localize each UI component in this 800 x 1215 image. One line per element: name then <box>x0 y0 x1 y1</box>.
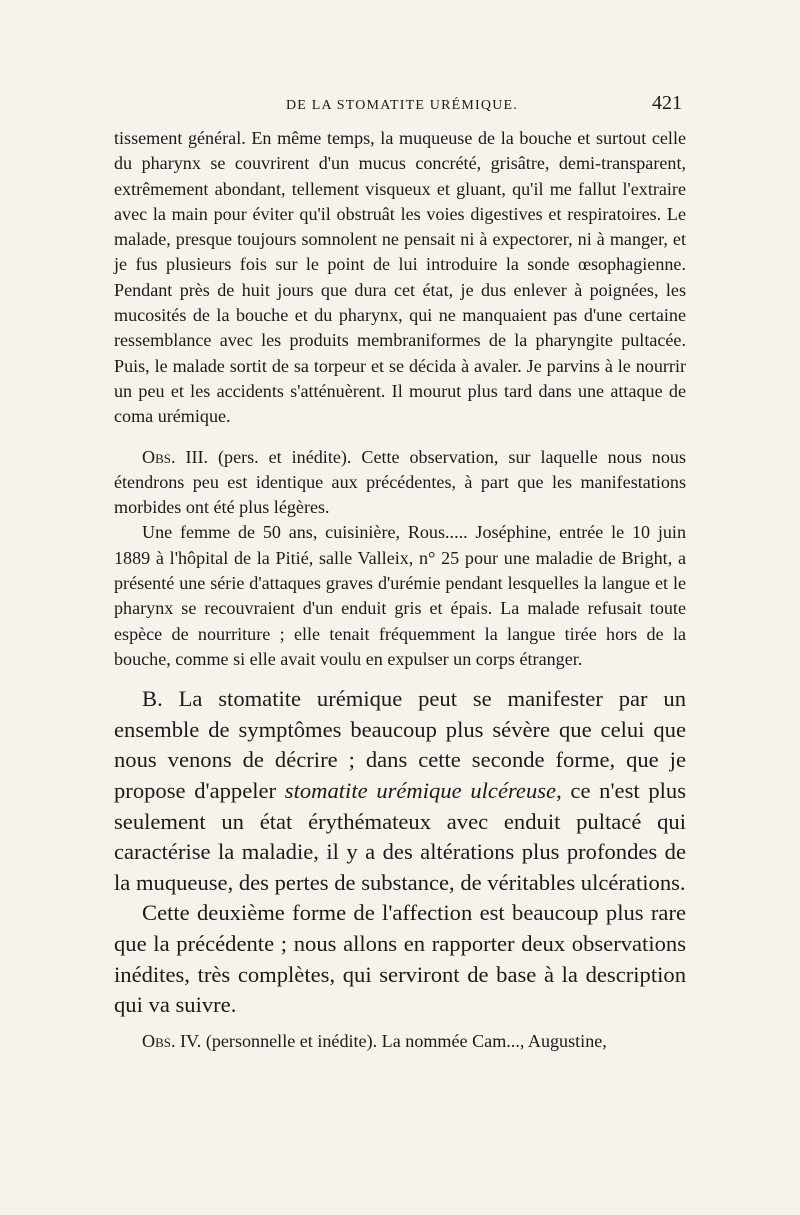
second-form-paragraph: Cette deuxième forme de l'affection est beaucoup plus rare que la précédente ; nous allons en rapporter deux observations inédites, très complètes, qui serviront de base à la description qui va suivre. <box>114 900 686 1018</box>
continued-paragraph: tissement général. En même temps, la muqueuse de la bouche et surtout celle du pharynx se couvrirent d'un mucus concrété, grisâtre, demi-transparent, extrêmement abondant, tellement visqueux et gluant, qu'il me fallut l'extraire avec la main pour éviter qu'il obstruât les voies digestives et respiratoires. Le malade, presque toujours somnolent ne pensait ni à expectorer, ni à manger, et je fus plusieurs fois sur le point de lui introduire la sonde œsophagienne. Pendant près de huit jours que dura cet état, je dus enlever à poignées, les mucosités de la bouche et du pharynx, qui ne manquaient pas d'une certaine ressemblance avec les produits membraniformes de la pharyngite pultacée. Puis, le malade sortit de sa torpeur et se décida à avaler. Je parvins à le nourrir un peu et les accidents s'atténuèrent. Il mourut plus tard dans une attaque de coma urémique. <box>114 128 686 427</box>
ulcerative-stomatitis-term: stomatite urémique ulcéreuse <box>284 778 557 804</box>
book-page <box>114 92 686 1054</box>
page-number: 421 <box>652 92 682 114</box>
observation-4-section <box>114 1029 686 1054</box>
section-b-paragraph: B. La stomatite urémique peut se manifester par un ensemble de symptômes beaucoup plus sévère que celui que nous venons de décrire ; dans cette seconde forme, que je propose d'appeler stomatite urémique ulcéreuse, ce n'est plus seulement un état érythémateux avec enduit pultacé qui caractérise la maladie, il y a des altérations plus profondes de la muqueuse, des pertes de substance, de véritables ulcérations. <box>114 686 686 895</box>
small-type-section <box>114 126 686 672</box>
observation-4-label: Obs. IV. <box>142 1030 202 1051</box>
observation-3-text: (pers. et inédite). Cette observation, sur laquelle nous nous étendrons peu est identique aux précédentes, à part que les manifestations morbides ont été plus légères. <box>114 446 686 518</box>
observation-4-text: (personnelle et inédite). La nommée Cam..., Augustine, <box>201 1030 607 1051</box>
running-title: DE LA STOMATITE URÉMIQUE. <box>286 98 518 113</box>
observation-3-intro <box>114 445 686 521</box>
observation-3-case: Une femme de 50 ans, cuisinière, Rous..... Joséphine, entrée le 10 juin 1889 à l'hôpital de la Pitié, salle Valleix, n° 25 pour une maladie de Bright, a présenté une série d'attaques graves d'urémie pendant lesquelles la langue et le pharynx se recouvraient d'un enduit gris et épais. La malade refusait toute espèce de nourriture ; elle tenait fréquemment la langue tirée hors de la bouche, comme si elle avait voulu en expulser un corps étranger. <box>114 522 686 669</box>
page-header <box>114 92 686 126</box>
large-type-section <box>114 684 686 1021</box>
observation-3-label: Obs. III. <box>142 446 209 467</box>
observation-4-intro <box>114 1029 686 1054</box>
